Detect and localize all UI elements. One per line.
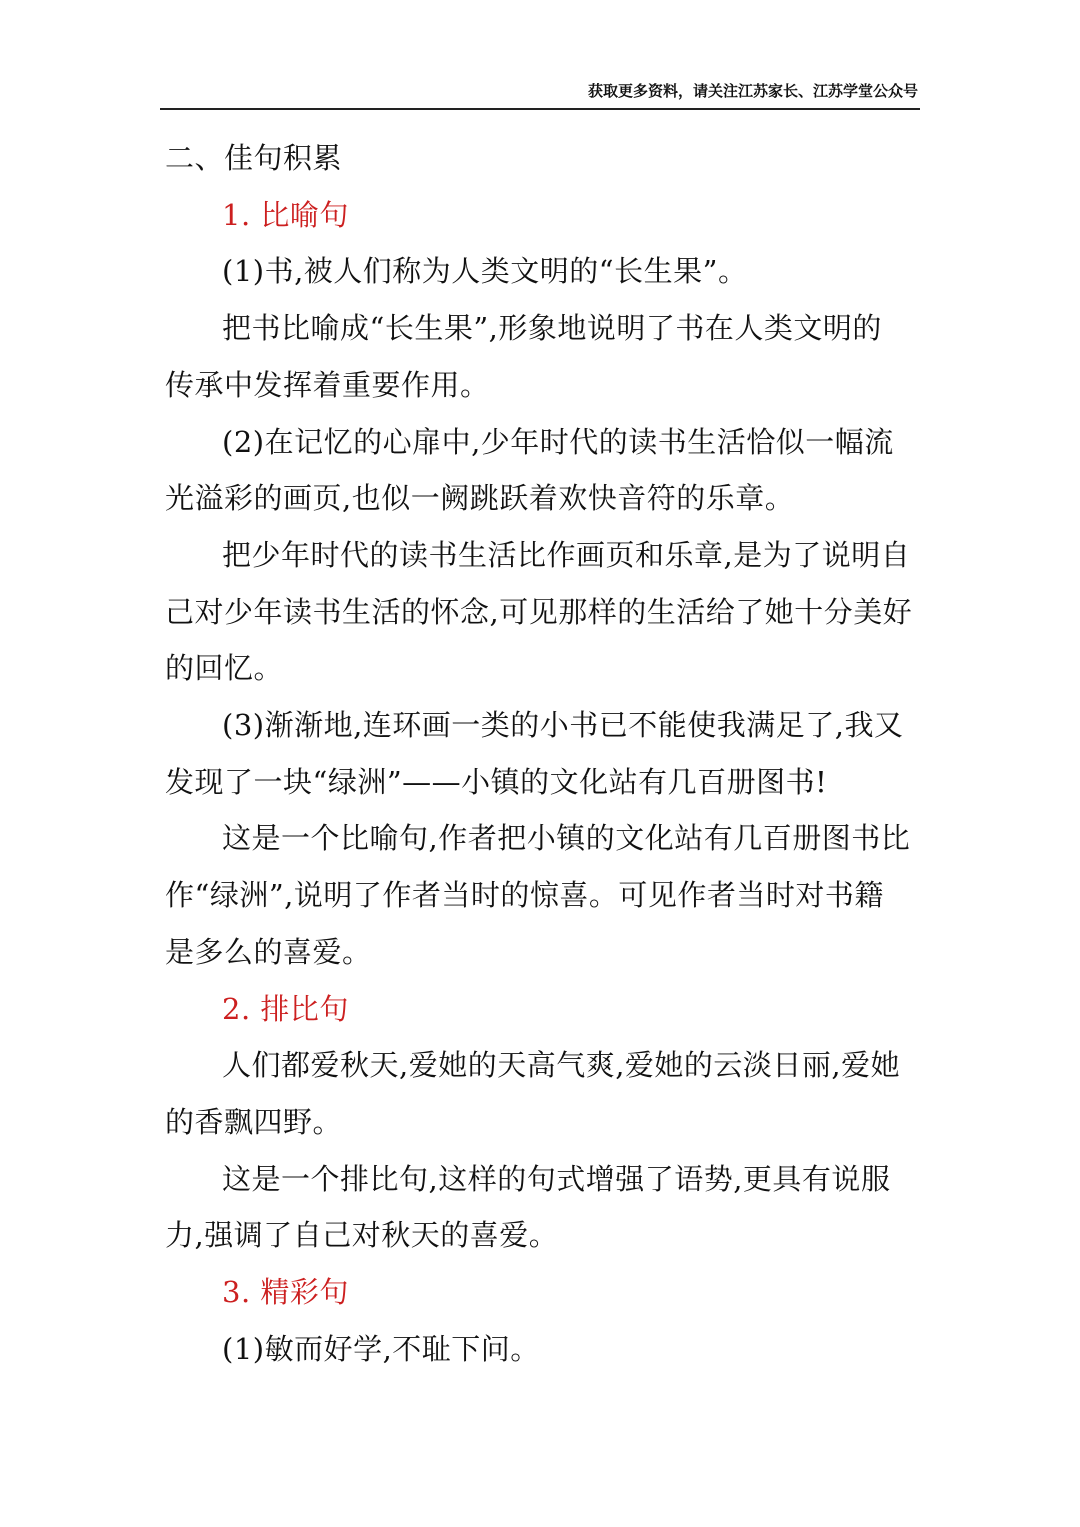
analysis-1-line-1: 把书比喻成“长生果”,形象地说明了书在人类文明的 (222, 311, 882, 346)
example-2-line-2: 光溢彩的画页,也似一阙跳跃着欢快音符的乐章。 (165, 481, 795, 516)
example-2-line-1: (2)在记忆的心扉中,少年时代的读书生活恰似一幅流 (222, 424, 894, 459)
example-3-line-2: 发现了一块“绿洲”——小镇的文化站有几百册图书! (165, 764, 828, 799)
analysis-1-line-2: 传承中发挥着重要作用。 (165, 367, 490, 402)
analysis-3-line-2: 作“绿洲”,说明了作者当时的惊喜。可见作者当时对书籍 (165, 878, 884, 913)
analysis-2-line-2: 己对少年读书生活的怀念,可见那样的生活给了她十分美好 (165, 594, 913, 629)
analysis-4-line-1: 这是一个排比句,这样的句式增强了语势,更具有说服 (222, 1161, 891, 1196)
analysis-3-line-3: 是多么的喜爱。 (165, 934, 372, 969)
example-1: (1)书,被人们称为人类文明的“长生果”。 (222, 254, 748, 289)
analysis-2-line-1: 把少年时代的读书生活比作画页和乐章,是为了说明自 (222, 537, 911, 572)
analysis-2-line-3: 的回忆。 (165, 651, 284, 686)
analysis-3-line-1: 这是一个比喻句,作者把小镇的文化站有几百册图书比 (222, 821, 911, 856)
page-header (160, 78, 920, 110)
section-title: 二、佳句积累 (165, 141, 343, 175)
example-4-line-2: 的香飘四野。 (165, 1104, 343, 1139)
example-5: (1)敏而好学,不耻下问。 (222, 1331, 540, 1366)
example-3-line-1: (3)渐渐地,连环画一类的小书已不能使我满足了,我又 (222, 708, 904, 743)
document-body (165, 130, 913, 1377)
header-notice: 获取更多资料，请关注江苏家长、江苏学堂公众号 (587, 82, 918, 100)
subheading-parallelism: 2. 排比句 (222, 991, 349, 1026)
subheading-metaphor: 1. 比喻句 (222, 197, 349, 232)
analysis-4-line-2: 力,强调了自己对秋天的喜爱。 (165, 1218, 559, 1253)
subheading-excellent: 3. 精彩句 (222, 1275, 349, 1310)
example-4-line-1: 人们都爱秋天,爱她的天高气爽,爱她的云淡日丽,爱她 (222, 1048, 901, 1083)
